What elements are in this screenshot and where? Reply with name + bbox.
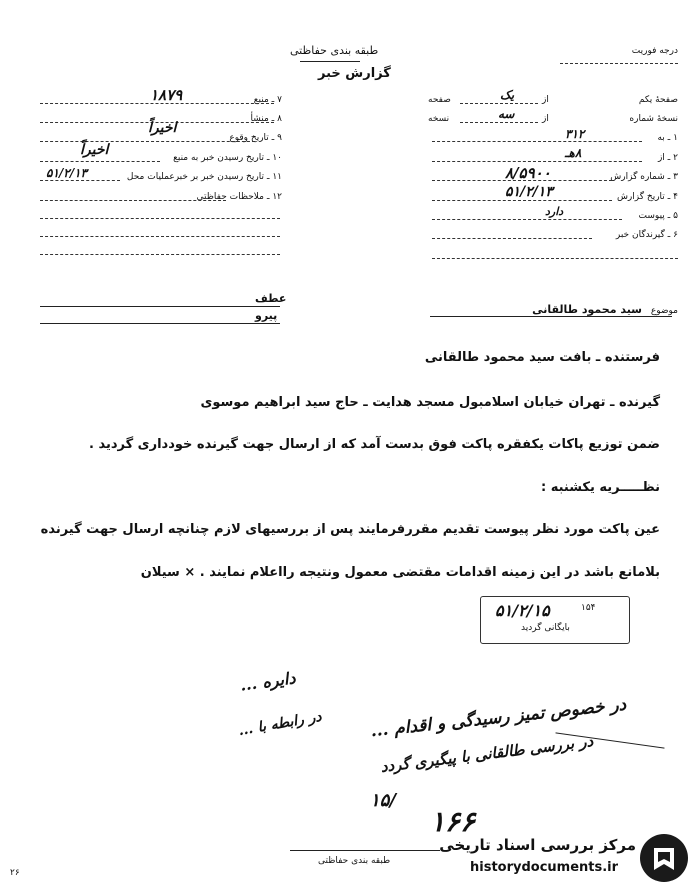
field-news-to-ops-value: ۵۱/۲/۱۳ bbox=[46, 166, 87, 180]
handwritten-note-1: دایره ... bbox=[238, 668, 297, 695]
handwritten-number-1: ۱۵/ bbox=[370, 790, 396, 811]
classification-underline bbox=[300, 61, 360, 62]
field-news-to-source-value: اخیراً bbox=[80, 142, 109, 158]
field-news-to-ops-label: ۱۱ ـ تاریخ رسیدن خبر بر خبرعملیات محل bbox=[126, 172, 282, 182]
field-source-line bbox=[40, 103, 274, 104]
body-sender: فرستنده ـ بافت سید محمود طالقانی bbox=[424, 350, 660, 365]
field-report-no-line bbox=[432, 180, 612, 181]
field-occurrence-value: اخیراً bbox=[148, 120, 177, 136]
field-from-line bbox=[432, 161, 642, 162]
archive-stamp bbox=[480, 596, 630, 644]
archive-name: مرکز بررسی اسناد تاریخی bbox=[439, 836, 636, 854]
field-copy-unit: نسخه bbox=[428, 114, 450, 124]
field-news-to-ops-line bbox=[40, 180, 120, 181]
archive-logo-icon bbox=[640, 834, 688, 882]
field-recipients-line-2 bbox=[432, 258, 678, 259]
handwritten-number-2: ۱۶۶ bbox=[430, 805, 476, 838]
field-security-notes-line-4 bbox=[40, 254, 280, 255]
field-page-line bbox=[460, 103, 538, 104]
report-title: گزارش خبر bbox=[318, 66, 391, 81]
ref-atf-underline bbox=[40, 306, 280, 307]
field-copy-mid: از bbox=[542, 114, 549, 124]
handwritten-note-4: در بررسی طالقانی با پیگیری گردد bbox=[379, 732, 595, 776]
form-number: ۲۶ bbox=[10, 868, 20, 878]
stamp-line-a: ۱۵۴ bbox=[581, 603, 596, 613]
subject-underline bbox=[430, 316, 672, 317]
field-page-mid: از bbox=[542, 95, 549, 105]
field-from-value: ۸هـ bbox=[565, 146, 582, 160]
field-report-date-label: ۴ ـ تاریخ گزارش bbox=[616, 192, 678, 202]
field-copy-label: نسخهٔ شماره bbox=[629, 114, 678, 124]
field-to-label: ۱ ـ به bbox=[657, 133, 678, 143]
field-copy-line bbox=[460, 122, 538, 123]
urgency-line bbox=[560, 63, 678, 64]
subject-value: سید محمود طالقانی bbox=[532, 303, 642, 316]
stamp-line-b: بایگانی گردید bbox=[521, 623, 570, 633]
handwritten-note-2: در رابطه با ... bbox=[237, 708, 323, 740]
archive-url-link[interactable]: historydocuments.ir bbox=[470, 860, 619, 875]
classification-footer: طبقه بندی حفاظتی bbox=[318, 856, 391, 866]
field-news-to-source-label: ۱۰ ـ تاریخ رسیدن خبر به منبع bbox=[173, 153, 282, 163]
field-page-label: صفحهٔ یکم bbox=[638, 95, 678, 105]
field-page-value: یک bbox=[500, 88, 515, 102]
urgency-label: درجه فوریت bbox=[631, 46, 678, 56]
field-news-to-source-line bbox=[40, 161, 160, 162]
field-recipients-line bbox=[432, 238, 592, 239]
field-security-notes-line bbox=[40, 200, 226, 201]
field-copy-value: سه bbox=[498, 107, 515, 121]
field-security-notes-line-3 bbox=[40, 236, 280, 237]
field-source-value: ۱۸۷۹ bbox=[150, 86, 183, 104]
field-recipients-label: ۶ ـ گیرندگان خبر bbox=[615, 230, 678, 240]
field-report-date-line bbox=[432, 200, 612, 201]
body-paragraph-1: ضمن توزیع پاکات یکفقره پاکت فوق بدست آمد که از ارسال جهت گیرنده خودداری گردید . bbox=[88, 437, 660, 452]
field-occurrence-line bbox=[40, 141, 255, 142]
field-report-date-value: ۵۱/۲/۱۳ bbox=[505, 184, 553, 200]
field-origin-label: ۸ ـ منشأ bbox=[250, 114, 282, 124]
body-paragraph-3: بلامانع باشد در این زمینه اقدامات مقتضی معمول ونتیجه رااعلام نمایند . × سیلان bbox=[140, 565, 660, 580]
ref-atf-label: عطف bbox=[255, 292, 287, 305]
field-occurrence-label: ۹ ـ تاریخ وقوع bbox=[229, 133, 282, 143]
field-source-label: ۷ ـ منبع bbox=[253, 95, 282, 105]
body-paragraph-2: عین پاکت مورد نظر پیوست تقدیم مقررفرمایند پس از بررسیهای لازم چنانچه ارسال جهت گیرنده bbox=[40, 522, 660, 537]
stamp-date: ۵۱/۲/۱۵ bbox=[495, 601, 550, 620]
field-to-line bbox=[432, 141, 642, 142]
field-attachment-value: دارد bbox=[545, 205, 564, 218]
field-from-label: ۲ ـ از bbox=[657, 153, 678, 163]
ref-peyro-label: پیرو bbox=[255, 309, 278, 322]
footer-rule bbox=[290, 850, 440, 851]
field-attachment-label: ۵ ـ پیوست bbox=[638, 211, 678, 221]
field-security-notes-line-2 bbox=[40, 218, 280, 219]
body-opinion-heading: نظـــــریه یکشنبه : bbox=[540, 480, 660, 495]
field-page-unit: صفحه bbox=[428, 95, 451, 105]
field-report-no-value: ۸/۵۹۰۰ bbox=[505, 164, 551, 182]
field-to-value: ۳۱۲ bbox=[565, 127, 585, 141]
classification-header: طبقه بندی حفاظتی bbox=[290, 44, 379, 57]
handwritten-note-3: در خصوص تمیز رسیدگی و اقدام ... bbox=[369, 694, 628, 742]
field-security-notes-label: ۱۲ ـ ملاحظات حفاظتی bbox=[196, 192, 282, 202]
subject-label: موضوع bbox=[650, 306, 678, 316]
ref-peyro-underline bbox=[40, 323, 280, 324]
field-report-no-label: ۳ ـ شماره گزارش bbox=[610, 172, 678, 182]
field-attachment-line bbox=[432, 219, 622, 220]
body-recipient: گیرنده ـ تهران خیابان اسلامبول مسجد هدایت ـ حاج سید ابراهیم موسوی bbox=[200, 395, 660, 410]
